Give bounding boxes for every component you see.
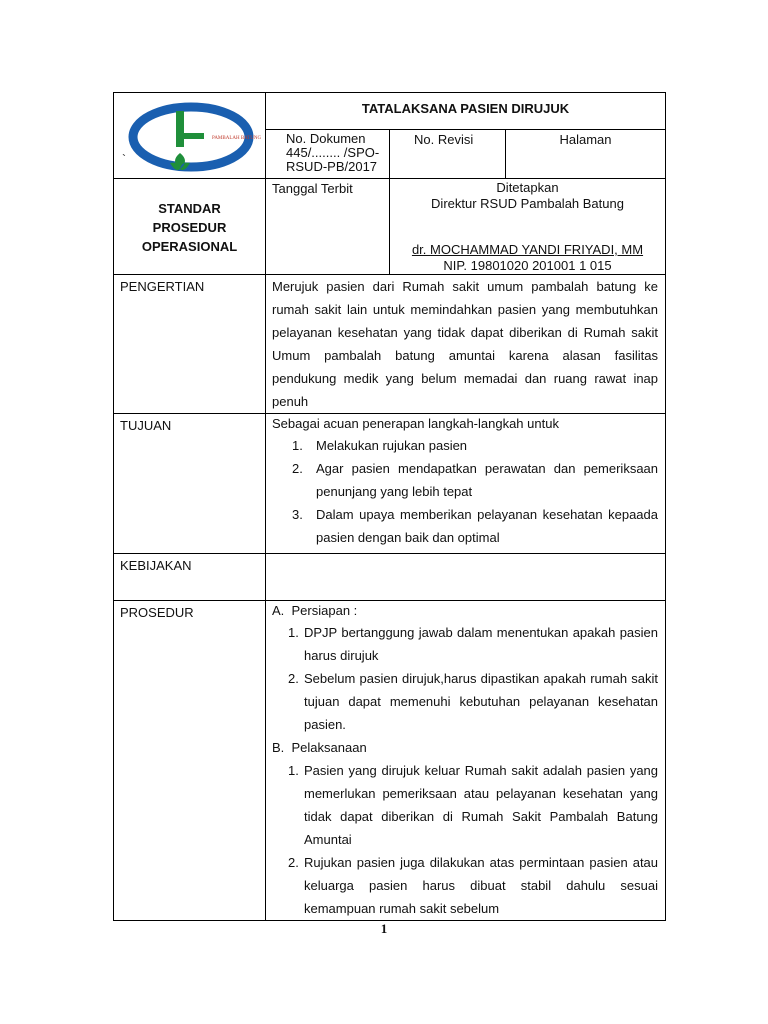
kebijakan-content: [266, 554, 666, 601]
tujuan-intro: Sebagai acuan penerapan langkah-langkah untuk: [272, 416, 559, 431]
no-dokumen-label: No. Dokumen: [286, 131, 366, 146]
prosedur-content: [266, 601, 666, 921]
spo-title: STANDAR PROSEDUR OPERASIONAL: [114, 179, 266, 275]
halaman-label: Halaman: [506, 130, 666, 179]
pengertian-label: PENGERTIAN: [114, 275, 266, 414]
signature-block: [390, 179, 666, 275]
no-dokumen-value: 445/........ /SPO-RSUD-PB/2017: [286, 145, 380, 174]
prosedur-label: PROSEDUR: [114, 601, 266, 921]
logo-text: PAMBALAH BATUNG: [212, 136, 262, 141]
ditetapkan-label: Ditetapkan: [496, 180, 559, 195]
kebijakan-label: KEBIJAKAN: [114, 554, 266, 601]
spo-table: [113, 92, 666, 921]
list-item: 2. Rujukan pasien juga dilakukan atas permintaan pasien atau keluarga pasien harus dibuat stabil dahulu sesuai kemampuan rumah sakit sebelum: [288, 855, 659, 916]
tujuan-content: [266, 414, 666, 554]
direktur-title: Direktur RSUD Pambalah Batung: [431, 196, 624, 211]
hospital-logo: [114, 93, 264, 177]
list-item: 2. Agar pasien mendapatkan perawatan dan pemeriksaan penunjang yang lebih tepat: [292, 461, 659, 499]
director-nip: NIP. 19801020 201001 1 015: [443, 258, 612, 273]
director-name: dr. MOCHAMMAD YANDI FRIYADI, MM: [411, 242, 644, 257]
list-item: 2. Sebelum pasien dirujuk,harus dipastikan apakah rumah sakit tujuan dapat memenuhi kebutuhan pelayanan kesehatan pasien.: [288, 671, 659, 732]
list-item: 3. Dalam upaya memberikan pelayanan kesehatan kepaada pasien dengan baik dan optimal: [292, 507, 659, 545]
pengertian-text: Merujuk pasien dari Rumah sakit umum pambalah batung ke rumah sakit lain untuk memindahkan pasien yang membutuhkan pelayanan kesehatan yang tidak dapat diberikan di Rumah sakit Umum pambalah batung amuntai karena alasan fasilitas pendukung medik yang belum memadai dan ruang rawat inap penuh: [266, 275, 666, 414]
list-item: 1. DPJP bertanggung jawab dalam menentukan apakah pasien harus dirujuk: [288, 625, 659, 663]
page-number: 1: [380, 921, 388, 936]
document-title: TATALAKSANA PASIEN DIRUJUK: [266, 93, 666, 130]
stray-mark: `: [122, 152, 126, 166]
persiapan-heading: A. Persiapan :: [272, 603, 358, 618]
tanggal-terbit-label: Tanggal Terbit: [266, 179, 390, 275]
no-revisi-label: No. Revisi: [390, 130, 506, 179]
no-dokumen-cell: [266, 130, 390, 179]
list-item: 1. Pasien yang dirujuk keluar Rumah sakit adalah pasien yang memerlukan pemeriksaan atau pelayanan kesehatan yang tidak dapat diberikan di Rumah Sakit Pambalah Batung Amuntai: [288, 763, 659, 847]
logo-pillar: [176, 111, 184, 147]
logo-cell: [114, 93, 266, 179]
pelaksanaan-heading: B. Pelaksanaan: [272, 740, 367, 755]
tujuan-label: TUJUAN: [114, 414, 266, 554]
list-item: 1. Melakukan rujukan pasien: [292, 438, 468, 453]
